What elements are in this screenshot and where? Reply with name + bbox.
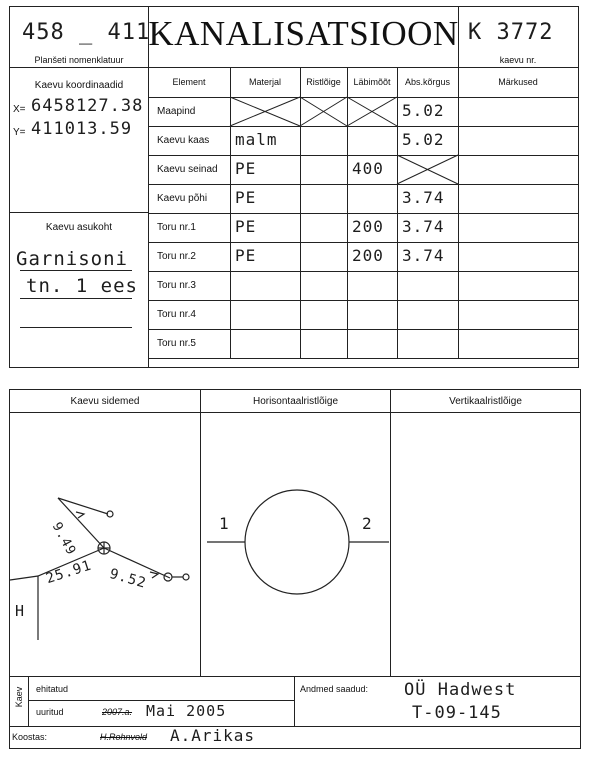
location-label: Kaevu asukoht	[45, 222, 113, 233]
table-element-name: Kaevu seinad	[157, 164, 218, 175]
table-element-name: Maapind	[157, 106, 196, 117]
footer-row-line	[28, 700, 294, 701]
coordinates-label: Kaevu koordinaadid	[34, 80, 124, 91]
surveyed-handwritten: Mai 2005	[146, 702, 227, 720]
table-element-name: Toru nr.5	[157, 338, 196, 349]
compiled-printed: H.Rohnvold	[100, 732, 148, 742]
surveyed-printed: 2007.a.	[102, 707, 133, 717]
location-line-2: tn. 1 ees	[26, 275, 138, 297]
footer-side-label: Kaev	[14, 686, 24, 708]
x-prefix: X=	[13, 104, 26, 115]
well-number-label: kaevu nr.	[499, 55, 537, 65]
footer-mid-divider	[294, 676, 295, 726]
footer-bottom-line	[9, 726, 581, 727]
footer-side-divider	[28, 676, 29, 726]
table-cell-value: 5.02	[402, 130, 445, 149]
table-header-cell: Element	[172, 77, 206, 87]
page-title: KANALISATSIOON	[148, 14, 459, 53]
pipe-label-2: 2	[362, 514, 373, 533]
table-cell-value: PE	[235, 159, 257, 178]
compiled-label: Koostas:	[12, 732, 48, 742]
table-cell-value: malm	[235, 130, 278, 149]
table-header-cell: Märkused	[498, 77, 538, 87]
table-header-cell: Läbimõõt	[353, 77, 391, 87]
table-cell-value: 3.74	[402, 246, 445, 265]
table-element-name: Toru nr.2	[157, 251, 196, 262]
column-title-horizontal: Horisontaalristlõige	[252, 396, 339, 407]
table-cell-value: 400	[352, 159, 384, 178]
table-element-name: Toru nr.1	[157, 222, 196, 233]
data-received-line-2: T-09-145	[412, 703, 502, 723]
table-header-cell: Abs.kõrgus	[404, 77, 451, 87]
well-number-value: K 3772	[468, 20, 554, 45]
page-bottom-line	[9, 748, 581, 749]
distance-label-1: 25.91	[44, 557, 94, 588]
y-coordinate: 411013.59	[31, 119, 133, 139]
built-label: ehitatud	[36, 684, 69, 694]
pipe-label-1: 1	[219, 514, 230, 533]
table-element-name: Toru nr.3	[157, 280, 196, 291]
surveyed-label: uuritud	[36, 707, 64, 717]
y-prefix: Y=	[13, 127, 26, 138]
table-cell-value: 3.74	[402, 188, 445, 207]
location-line-1: Garnisoni	[16, 248, 128, 270]
distance-label-3: 9.49	[48, 520, 79, 559]
sketch-h-letter: H	[15, 602, 26, 620]
table-element-name: Kaevu kaas	[157, 135, 210, 146]
table-cell-value: 5.02	[402, 101, 445, 120]
data-received-label: Andmed saadud:	[300, 684, 369, 694]
nomenclature-value: 458 _ 411	[22, 20, 151, 45]
table-cell-value: 200	[352, 246, 384, 265]
distance-label-2: 9.52	[107, 566, 149, 592]
compiled-handwritten: A.Arikas	[170, 726, 256, 745]
nomenclature-label: Planšeti nomenklatuur	[34, 55, 124, 65]
table-header-cell: Materjal	[248, 77, 281, 87]
column-title-connections: Kaevu sidemed	[70, 396, 140, 407]
table-cell-value: 3.74	[402, 217, 445, 236]
table-cell-value: PE	[235, 217, 257, 236]
table-element-name: Kaevu põhi	[157, 193, 208, 204]
table-header-cell: Ristlõige	[306, 77, 341, 87]
column-title-vertical: Vertikaalristlõige	[449, 396, 522, 407]
table-element-name: Toru nr.4	[157, 309, 196, 320]
data-received-line-1: OÜ Hadwest	[404, 680, 517, 700]
table-cell-value: 200	[352, 217, 384, 236]
x-coordinate: 6458127.38	[31, 96, 144, 116]
table-cell-value: PE	[235, 246, 257, 265]
table-cell-value: PE	[235, 188, 257, 207]
